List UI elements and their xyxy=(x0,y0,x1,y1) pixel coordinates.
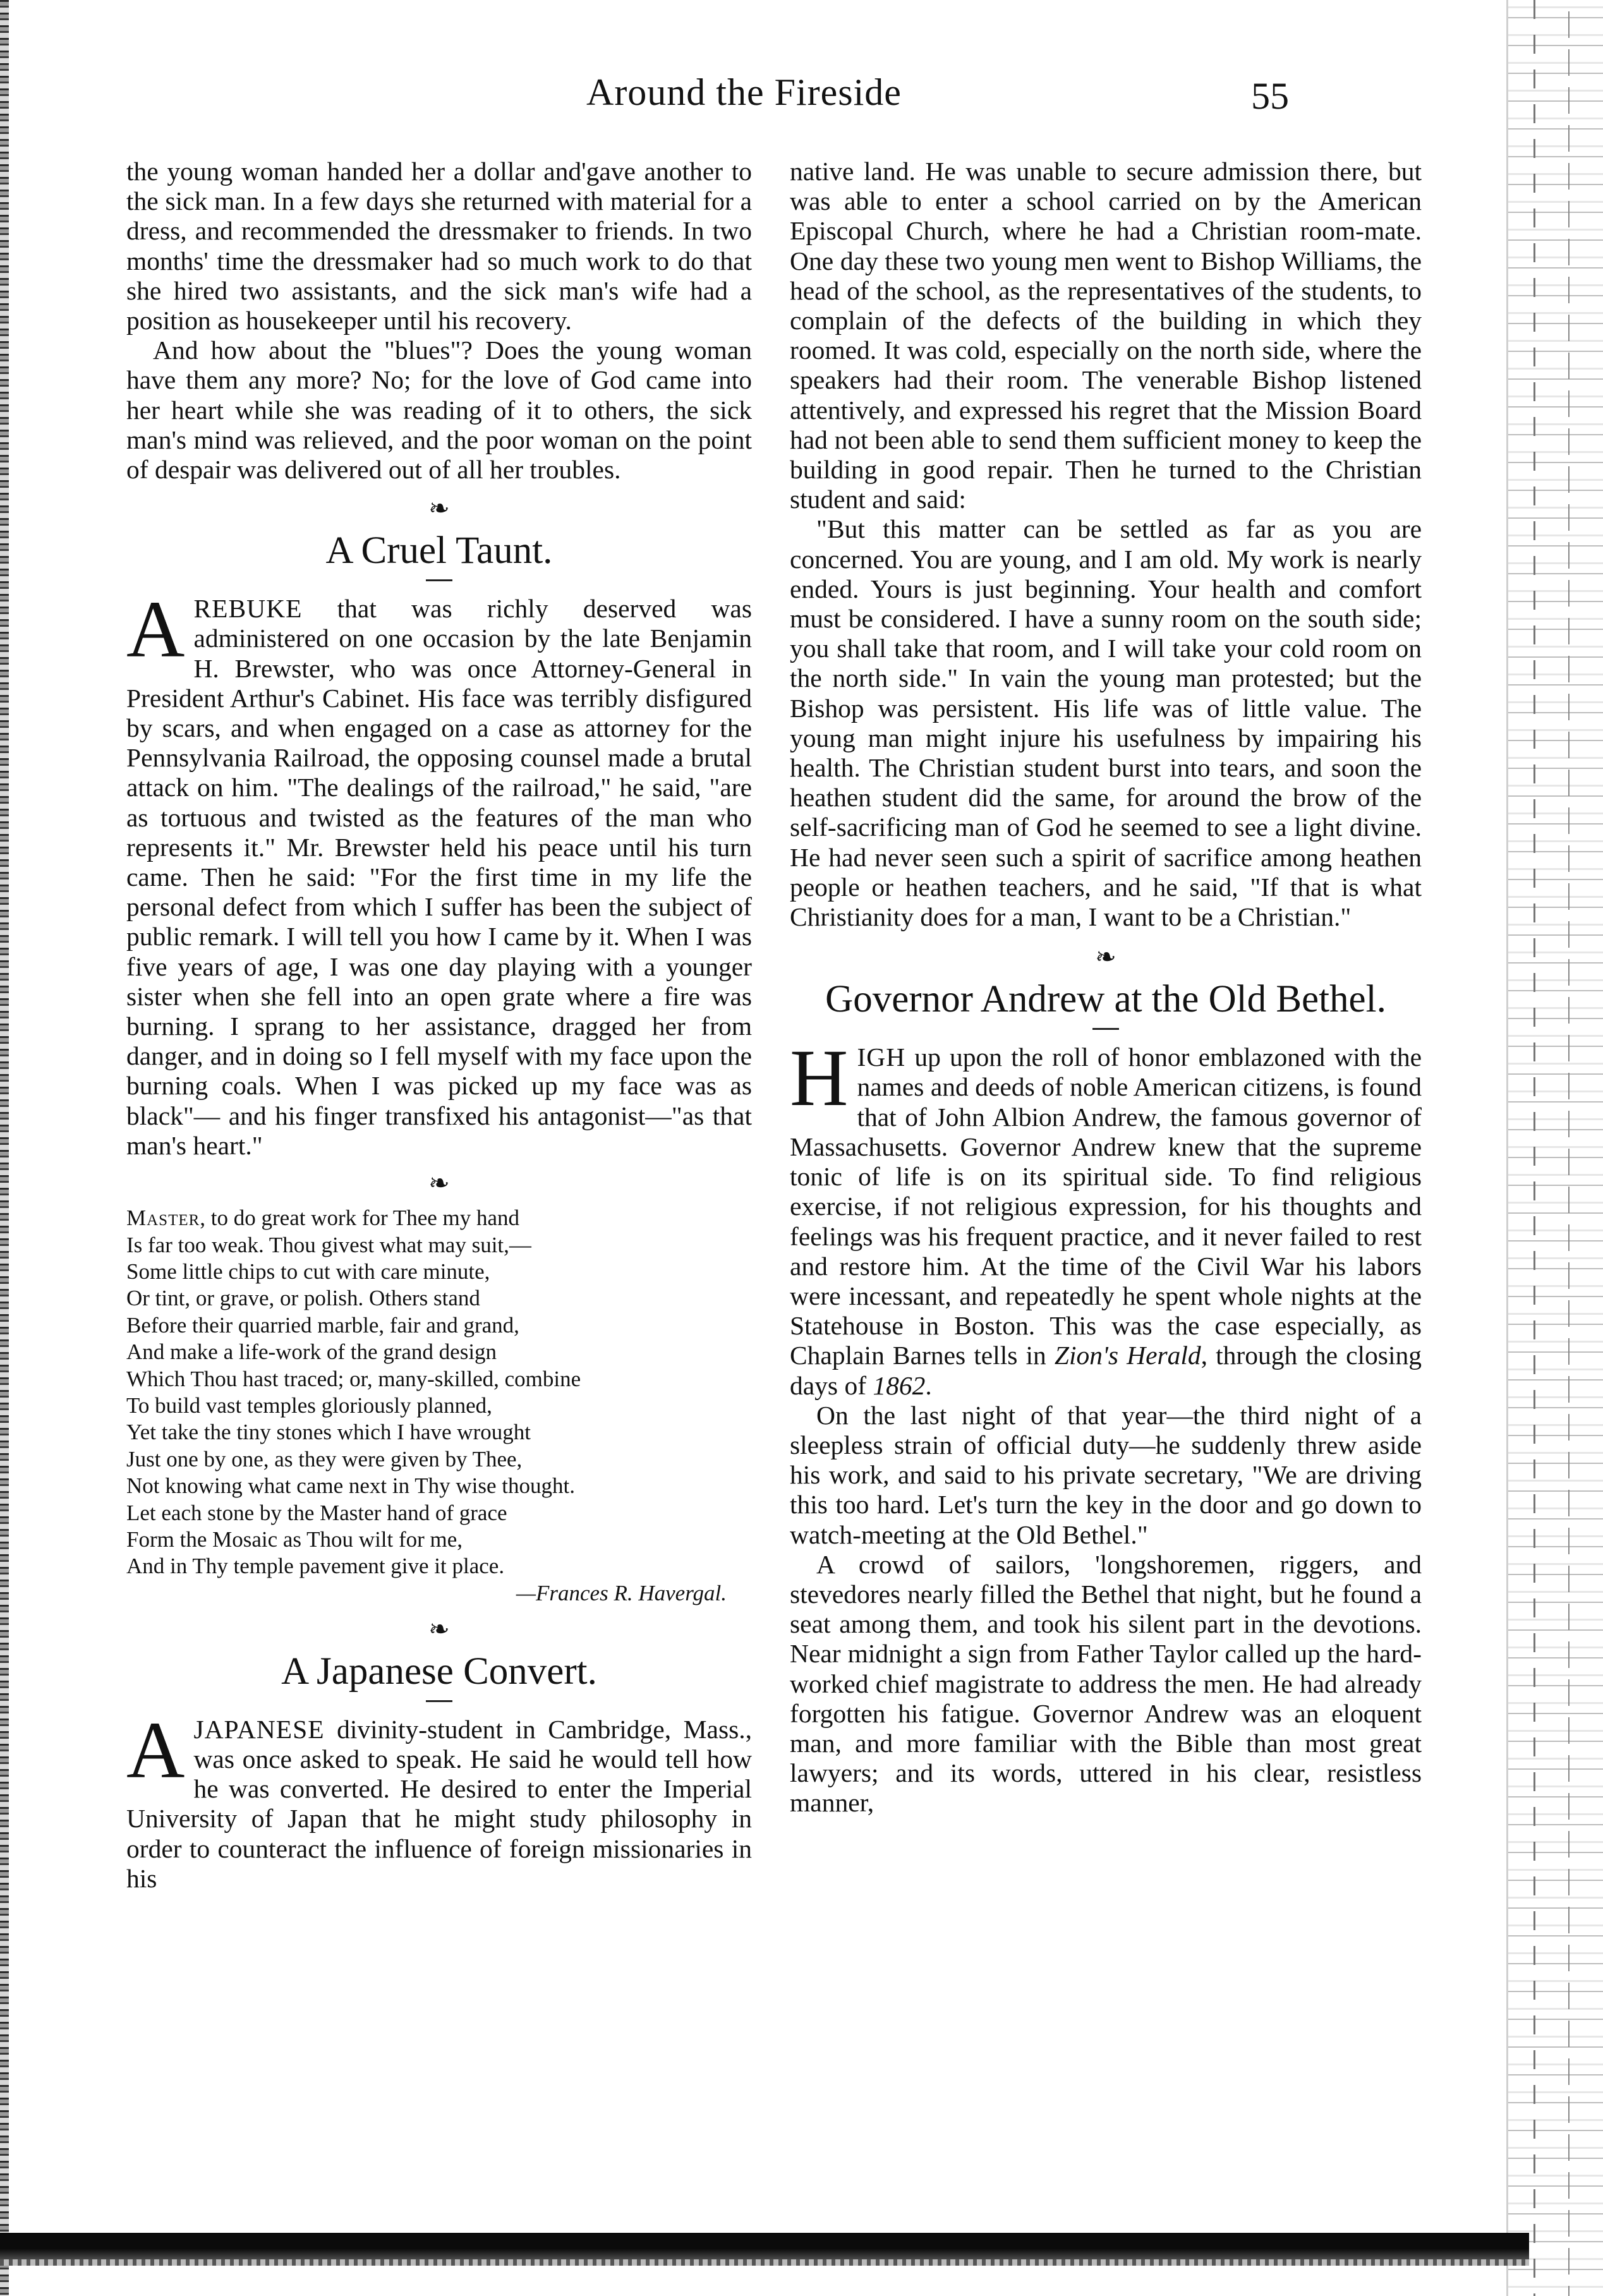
poem-line: Is far too weak. Thou givest what may suit,— xyxy=(126,1232,531,1257)
poem-line: Yet take the tiny stones which I have wrought xyxy=(126,1420,531,1445)
drop-cap: A xyxy=(126,584,185,675)
story-body-cruel-taunt xyxy=(126,584,752,1161)
story-body-japanese-convert xyxy=(126,1705,752,1894)
left-column xyxy=(126,157,752,1894)
running-header xyxy=(505,71,1289,121)
drop-cap: H xyxy=(790,1033,849,1123)
bottom-scan-border xyxy=(0,2233,1529,2259)
bottom-scan-border-texture xyxy=(0,2259,1529,2266)
story-title-cruel-taunt: A Cruel Taunt. xyxy=(325,529,553,572)
running-title: Around the Fireside xyxy=(586,71,902,113)
lead-in-caps: IGH xyxy=(857,1042,906,1072)
section-ornament: ❧ xyxy=(428,1169,450,1198)
poem-line: Form the Mosaic as Thou wilt for me, xyxy=(126,1526,463,1552)
poem xyxy=(126,1205,752,1580)
continued-paragraph: native land. He was unable to secure admission there, but was able to enter a school carried on by the American Episcopal Church, where he had a Christian room-mate. One day these two young men went to Bishop Williams, the head of the school, as the representatives of the students, to complain of the defects of the building in which they roomed. It was cold, especially on the north side, where the speakers had their room. The venerable Bishop listened attentively, and expressed his regret that the Mission Board had not been able to send them sufficient money to keep the building in good repair. Then he turned to the Christian student and said: xyxy=(790,157,1422,514)
story-text: , through the closing days of xyxy=(790,1341,1422,1400)
poem-line: Before their quarried marble, fair and grand, xyxy=(126,1312,519,1338)
story-paragraph: On the last night of that year—the third night of a sleepless strain of official duty—he suddenly threw aside his work, and said to his private secretary, "We are driving this too hard. Let's turn the key in the door and go down to watch-meeting at the Old Bethel." xyxy=(790,1400,1422,1549)
story-body-governor-andrew xyxy=(790,1033,1422,1400)
lead-in-caps: REBUKE xyxy=(193,594,303,624)
poem-first-line: , to do great work for Thee my hand xyxy=(200,1205,520,1231)
lead-in-caps: JAPANESE xyxy=(193,1714,325,1744)
story-title-japanese-convert: A Japanese Convert. xyxy=(281,1650,597,1693)
story-paragraph: A crowd of sailors, 'longshoremen, riggers, and stevedores nearly filled the Bethel that night, but he found a seat among them, and took his silent part in the devotions. Near midnight a sign from Father Taylor called up the hard-worked chief magistrate to address the men. He had already forgotten his fatigue. Governor Andrew was an eloquent man, and more familiar with the Bible than most great lawyers; and its words, uttered in his clear, resistless manner, xyxy=(790,1549,1422,1818)
poem-line: Not knowing what came next in Thy wise thought. xyxy=(126,1473,575,1499)
poem-line xyxy=(126,1205,752,1231)
continued-paragraph-2: "But this matter can be settled as far as you are concerned. You are young, and I am old. My work is nearly ended. Yours is just beginning. Your health and comfort must be considered. I have a sunny room on the south side; you shall take that room, and I will take your cold room on the north side." In vain the young man protested; but the Bishop was persistent. His life was of little value. The young man might injure his usefulness by impairing his health. The Christian student burst into tears, and soon the heathen student did the same, for around the brow of the self-sacrificing man of God he seemed to see a light divine. He had never seen such a spirit of sacrifice among heathen people or heathen teachers, and he said, "If that is what Christianity does for a man, I want to be a Christian." xyxy=(790,514,1422,932)
story-text: up upon the roll of honor emblazoned with the names and deeds of noble American citizens, is found that of John Albion Andrew, the famous governor of Massachusetts. Governor Andrew knew that the supreme tonic of life is on its spiritual side. To find religious exercise, if not religious expression, for his thoughts and feelings was his frequent practice, and it never failed to rest and restore him. At the time of the Civil War his labors were incessant, and repeatedly he spent whole nights at the Statehouse in Boston. This was the case especially, as Chaplain Barnes tells in xyxy=(790,1042,1422,1370)
poem-line: Or tint, or grave, or polish. Others stand xyxy=(126,1286,480,1311)
poem-line: Just one by one, as they were given by Thee, xyxy=(126,1446,523,1471)
poem-attribution: —Frances R. Havergal. xyxy=(516,1580,727,1605)
poem-lead-caps: Master xyxy=(126,1205,200,1231)
drop-cap: A xyxy=(126,1705,185,1795)
story-text: that was richly deserved was administered on one occasion by the late Benjamin H. Brewster, who was once Attorney-General in President Arthur's Cabinet. His face was terribly disfigured by scars, and when engaged on a case as attorney for the Pennsylvania Railroad, the opposing counsel made a brutal attack on him. "The dealings of the railroad," he said, "are as tortuous and twisted as the features of the man who represents it." Mr. Brewster held his peace until his turn came. Then he said: "For the first time in my life the personal defect from which I suffer has been the subject of public remark. I will tell you how I came by it. When I was five years of age, I was one day playing with a younger sister when she fell into an open grate where a fire was burning. I sprang to her assistance, dragged her from danger, and in doing so I fell myself with my face upon the burning coals. When I was picked up my face was as black"— and his finger transfixed his antagonist—"as that man's heart." xyxy=(126,594,752,1160)
continued-paragraph-2: And how about the "blues"? Does the young woman have them any more? No; for the love of God came into her heart while she was reading of it to others, the sick man's mind was relieved, and the poor woman on the point of despair was delivered out of all her troubles. xyxy=(126,335,752,485)
right-column xyxy=(790,157,1422,1818)
poem-line: To build vast temples gloriously planned, xyxy=(126,1393,492,1418)
title-rule xyxy=(1092,1028,1119,1030)
poem-line: Which Thou hast traced; or, many-skilled, combine xyxy=(126,1366,581,1391)
page-number: 55 xyxy=(1251,75,1289,117)
poem-line: Some little chips to cut with care minute, xyxy=(126,1259,490,1284)
title-rule xyxy=(426,1700,452,1702)
story-text: divinity-student in Cambridge, Mass., was once asked to speak. He said he would tell how he was converted. He desired to enter the Imperial University of Japan that he might study philosophy in order to counteract the influence of foreign missionaries in his xyxy=(126,1714,752,1893)
poem-line: Let each stone by the Master hand of grace xyxy=(126,1500,507,1525)
title-rule xyxy=(426,579,452,581)
poem-line: And make a life-work of the grand design xyxy=(126,1339,497,1365)
publication-name: Zion's Herald xyxy=(1054,1341,1201,1370)
year: 1862 xyxy=(873,1370,926,1400)
poem-line: And in Thy temple pavement give it place. xyxy=(126,1554,505,1579)
section-ornament: ❧ xyxy=(1095,943,1116,972)
page-edge-scan-artifact xyxy=(1506,0,1603,2296)
continued-paragraph: the young woman handed her a dollar and'gave another to the sick man. In a few days she returned with material for a dress, and recommended the dressmaker to friends. In two months' time the dressmaker had so much work to do that she hired two assistants, and the sick man's wife had a position as housekeeper until his recovery. xyxy=(126,157,752,335)
binding-gutter xyxy=(0,0,9,2296)
story-title-governor-andrew: Governor Andrew at the Old Bethel. xyxy=(825,978,1386,1021)
story-text: . xyxy=(925,1370,932,1400)
section-ornament: ❧ xyxy=(428,1614,450,1643)
section-ornament: ❧ xyxy=(428,494,450,523)
